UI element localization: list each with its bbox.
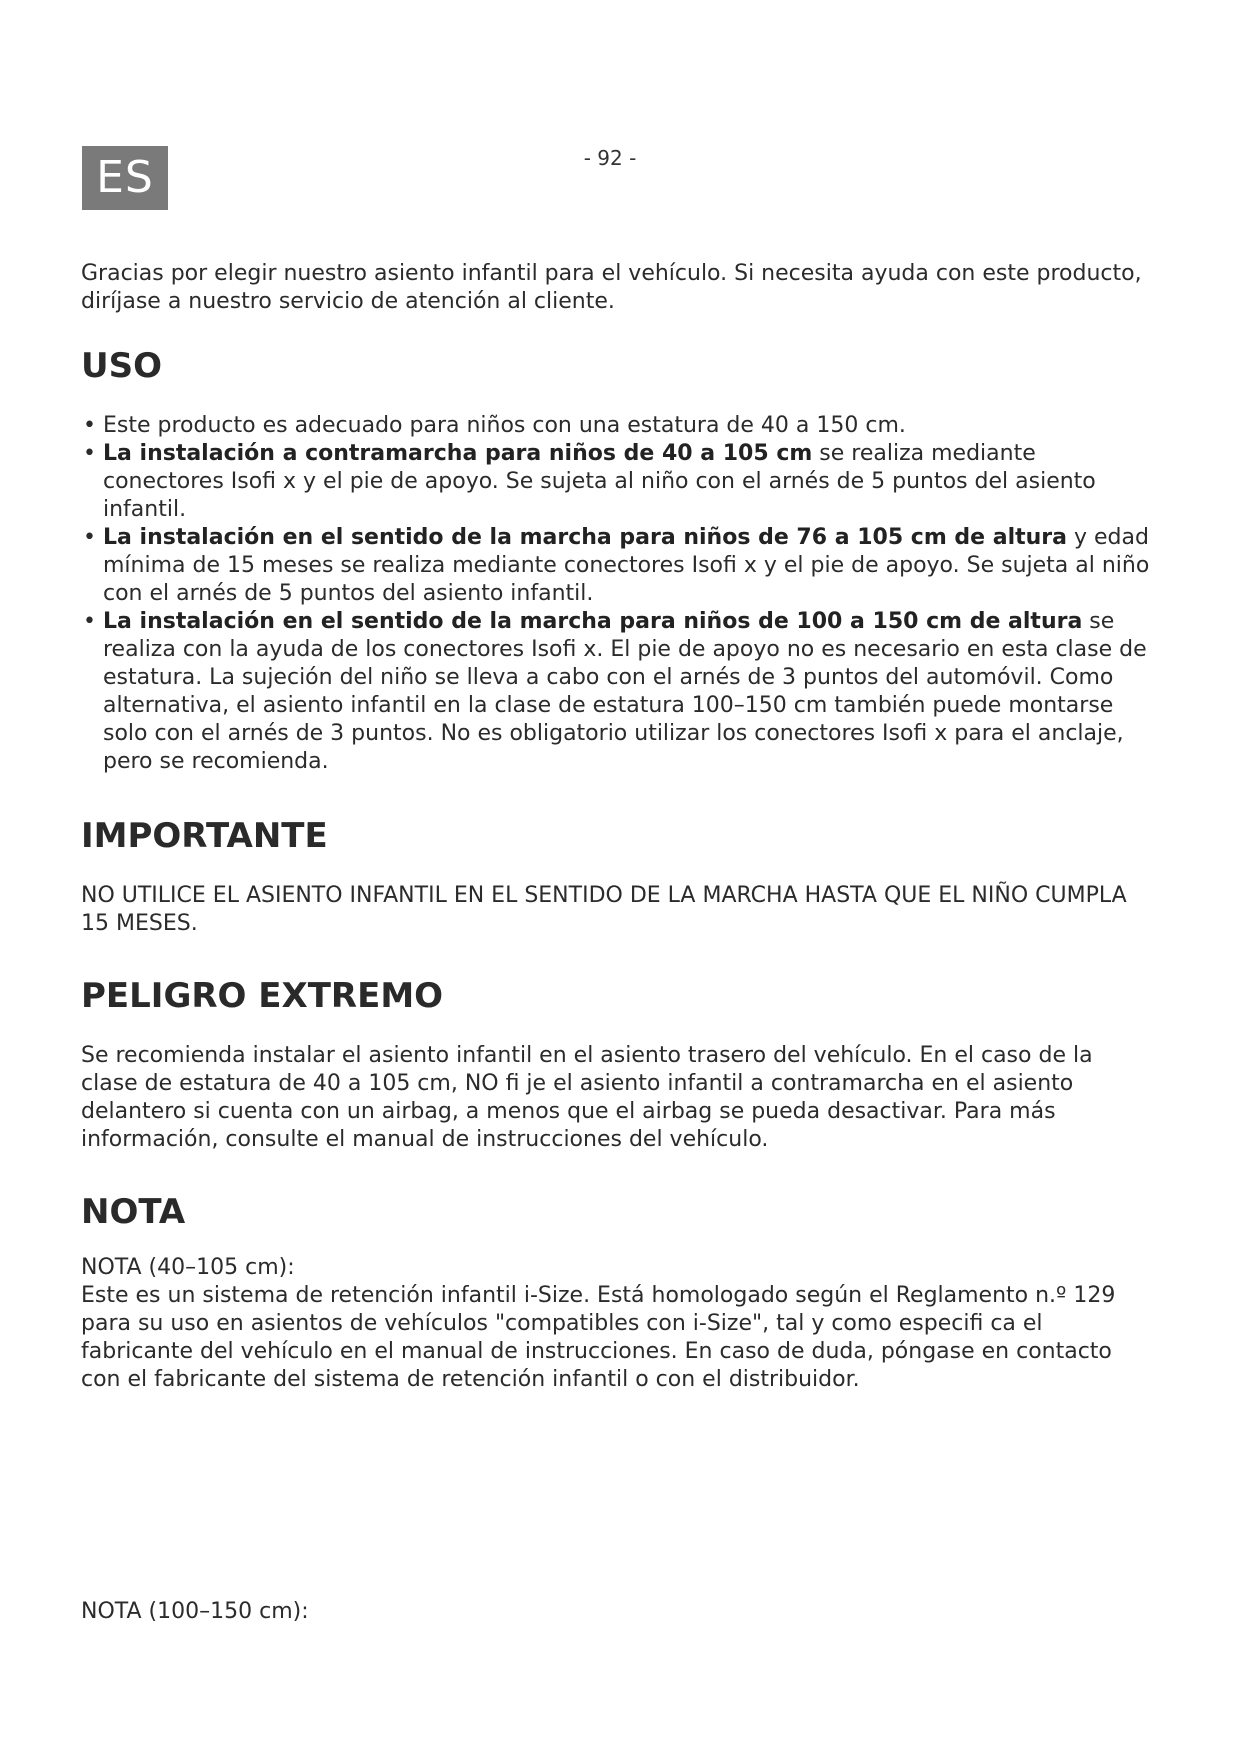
list-item-text: se realiza mediante conectores Isofi x y el pie de apoyo. Se sujeta al niño con el arnés de 5 puntos del asiento infantil. <box>103 441 1096 522</box>
list-item-bold: La instalación a contramarcha para niños de 40 a 105 cm <box>103 441 813 466</box>
nota-label-100-150: NOTA (100–150 cm): <box>81 1599 309 1624</box>
uso-list <box>81 412 1151 776</box>
section-title-uso: USO <box>81 346 162 386</box>
list-item-bold: La instalación en el sentido de la marcha para niños de 76 a 105 cm de altura <box>103 525 1067 550</box>
list-item-bold: La instalación en el sentido de la marcha para niños de 100 a 150 cm de altura <box>103 609 1083 634</box>
intro-paragraph: Gracias por elegir nuestro asiento infantil para el vehículo. Si necesita ayuda con este producto, diríjase a nuestro servicio de atención al cliente. <box>81 261 1142 314</box>
nota-label-40-105: NOTA (40–105 cm): <box>81 1255 295 1280</box>
list-item <box>81 524 1151 608</box>
section-title-peligro: PELIGRO EXTREMO <box>81 976 444 1016</box>
list-item-text: Este producto es adecuado para niños con una estatura de 40 a 150 cm. <box>103 413 906 438</box>
list-item <box>81 412 1151 440</box>
language-badge: ES <box>82 146 168 210</box>
document-body <box>81 260 1151 1626</box>
section-title-nota: NOTA <box>81 1192 186 1232</box>
list-item-text: y edad mínima de 15 meses se realiza mediante conectores Isofi x y el pie de apoyo. Se sujeta al niño con el arnés de 5 puntos del asiento infantil. <box>103 525 1150 606</box>
nota-text-40-105: Este es un sistema de retención infantil i-Size. Está homologado según el Reglamento n.º 129 para su uso en asientos de vehículos "compatibles con i-Size", tal y como especifi ca el fabricante del vehículo en el manual de instrucciones. En caso de duda, póngase en contacto con el fabricante del sistema de retención infantil o con el distribuidor. <box>81 1283 1116 1392</box>
section-title-importante: IMPORTANTE <box>81 816 328 856</box>
peligro-text: Se recomienda instalar el asiento infantil en el asiento trasero del vehículo. En el caso de la clase de estatura de 40 a 105 cm, NO fi je el asiento infantil a contramarcha en el asiento delantero si cuenta con un airbag, a menos que el airbag se pueda desactivar. Para más información, consulte el manual de instrucciones del vehículo. <box>81 1043 1093 1152</box>
list-item <box>81 608 1151 776</box>
importante-text: NO UTILICE EL ASIENTO INFANTIL EN EL SENTIDO DE LA MARCHA HASTA QUE EL NIÑO CUMPLA 15 MESES. <box>81 883 1127 936</box>
list-item <box>81 440 1151 524</box>
list-item-text: se realiza con la ayuda de los conectores Isofi x. El pie de apoyo no es necesario en esta clase de estatura. La sujeción del niño se lleva a cabo con el arnés de 3 puntos del automóvil. Como alternativa, el asiento infantil en la clase de estatura 100–150 cm también puede montarse solo con el arnés de 3 puntos. No es obligatorio utilizar los conectores Isofi x para el anclaje, pero se recomienda. <box>103 609 1147 774</box>
page-number: - 92 - <box>583 146 637 170</box>
